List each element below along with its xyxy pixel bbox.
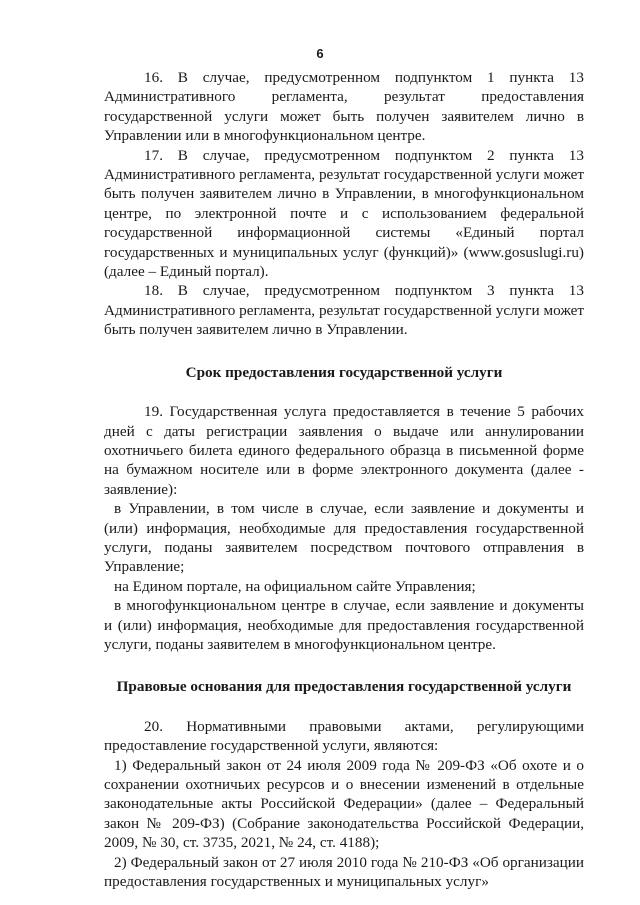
document-body	[104, 68, 584, 891]
paragraph-20: 20. Нормативными правовыми актами, регулирующими предоставление государственной услуги, являются:	[104, 717, 584, 755]
paragraph-16: 16. В случае, предусмотренном подпунктом 1 пункта 13 Административного регламента, результат предоставления государственной услуги может быть получен заявителем лично в Управлении или в многофункциональном центре.	[104, 69, 584, 145]
paragraph-20-item-1: 1) Федеральный закон от 24 июля 2009 года № 209-ФЗ «Об охоте и о сохранении охотничьих ресурсов и о внесении изменений в отдельные законодательные акты Российской Федерации» (далее – Федеральный закон № 209-ФЗ) (Собрание законодательства Российской Федерации, 2009, № 30, ст. 3735, 2021, № 24, ст. 4188);	[104, 756, 584, 852]
paragraph-19-item-3: в многофункциональном центре в случае, если заявление и документы и (или) информация, необходимые для предоставления государственной услуги, поданы заявителем в многофункциональном центре.	[104, 597, 584, 653]
paragraph-19: 19. Государственная услуга предоставляется в течение 5 рабочих дней с даты регистрации заявления о выдаче или аннулировании охотничьего билета единого федерального образца в письменной форме на бумажном носителе или в форме электронного документа (далее - заявление):	[104, 403, 584, 498]
paragraph-19-item-1: в Управлении, в том числе в случае, если заявление и документы и (или) информация, необходимые для предоставления государственной услуги, поданы заявителем посредством почтового отправления в Управление;	[104, 500, 584, 576]
paragraph-19-item-2: на Едином портале, на официальном сайте Управления;	[114, 577, 476, 595]
paragraph-20-item-2: 2) Федеральный закон от 27 июля 2010 года № 210-ФЗ «Об организации предоставления государственных и муниципальных услуг»	[104, 853, 584, 891]
section-heading-term: Срок предоставления государственной услуги	[185, 363, 503, 381]
section-heading-legal-basis: Правовые основания для предоставления государственной услуги	[116, 678, 572, 696]
paragraph-17: 17. В случае, предусмотренном подпунктом 2 пункта 13 Административного регламента, результат государственной услуги может быть получен заявителем лично в Управлении, в многофункциональном центре, по электронной почте и с использованием федеральной государственной информационной системы «Единый портал государственных и муниципальных услуг (функций)» (www.gosuslugi.ru) (далее – Единый портал).	[104, 146, 584, 281]
paragraph-18: 18. В случае, предусмотренном подпунктом 3 пункта 13 Административного регламента, результат государственной услуги может быть получен заявителем лично в Управлении.	[104, 282, 584, 339]
page-number: 6	[316, 46, 324, 61]
